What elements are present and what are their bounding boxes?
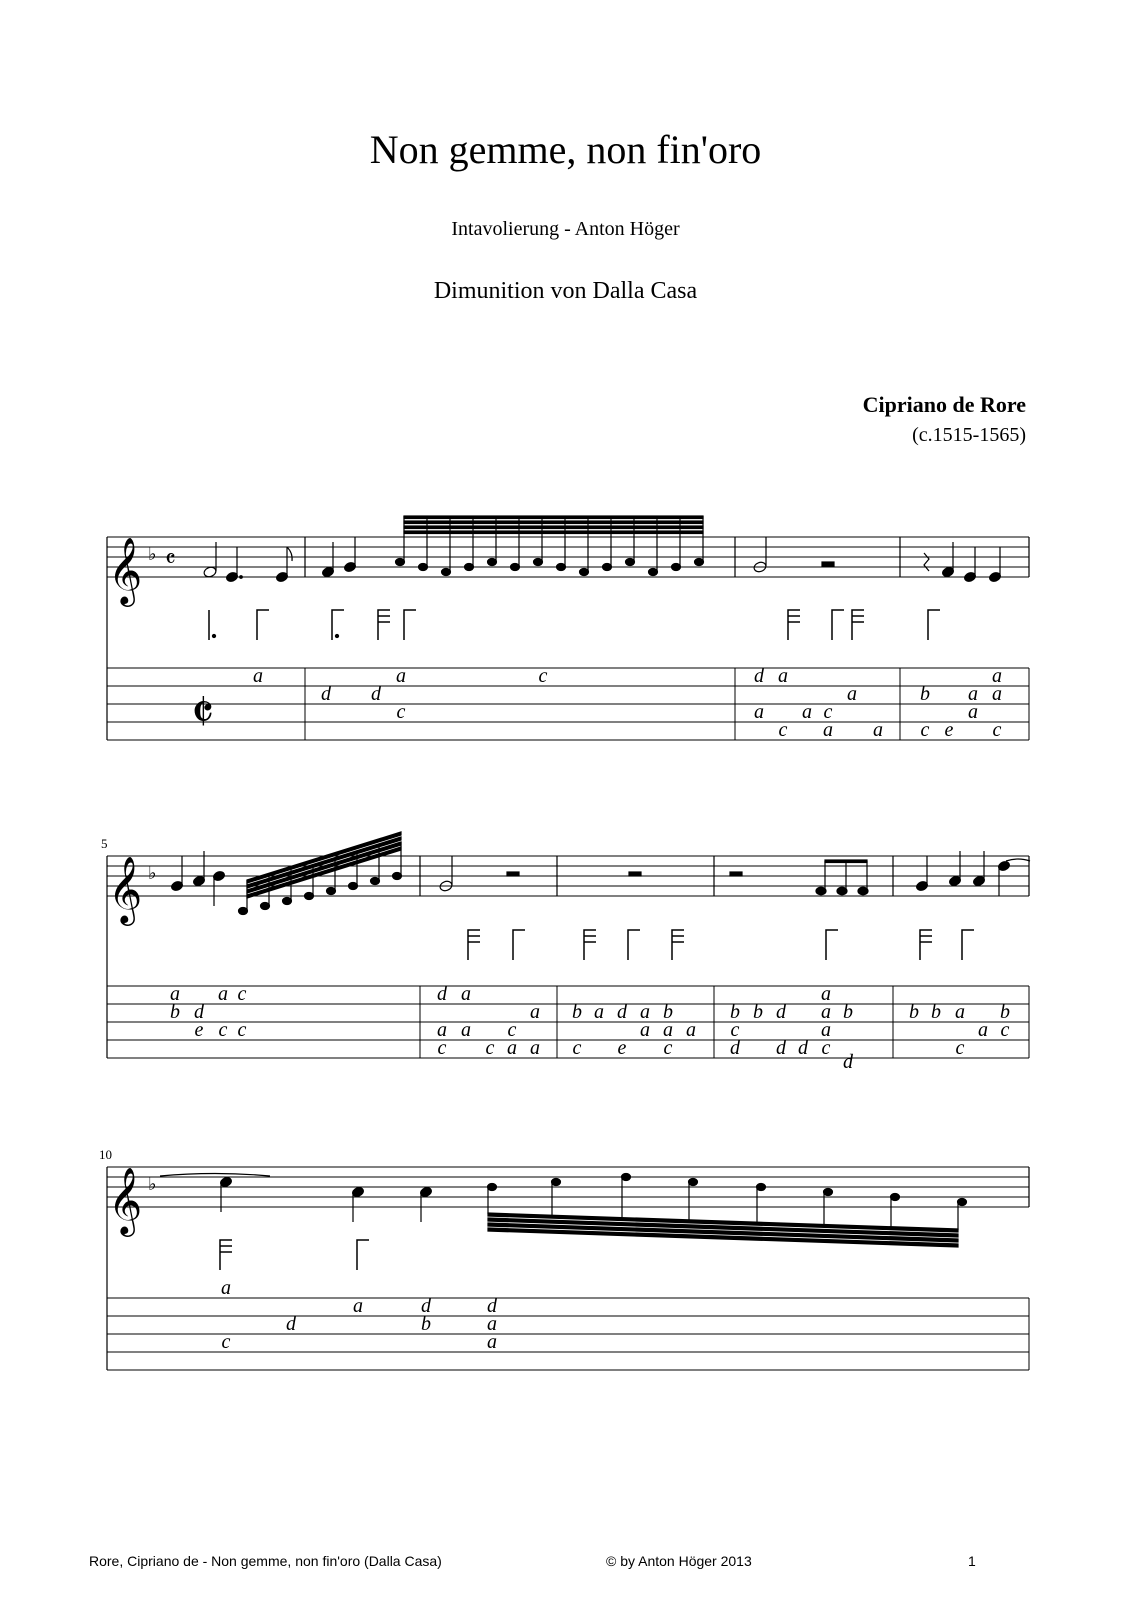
- svg-text:c: c: [221, 1331, 231, 1353]
- svg-text:e: e: [194, 1019, 204, 1041]
- svg-text:c: c: [663, 1037, 673, 1059]
- run-measure-5: [239, 832, 402, 915]
- svg-text:d: d: [843, 1051, 853, 1073]
- tab-time-signature: 𝄵: [191, 685, 215, 742]
- svg-text:a: a: [955, 1001, 965, 1023]
- flat-sign-icon: ♭: [148, 863, 157, 883]
- measure-number: 10: [99, 1147, 112, 1162]
- svg-text:a: a: [507, 1037, 517, 1059]
- tab-letters: [253, 665, 1002, 741]
- svg-text:e: e: [944, 719, 954, 741]
- staff-lines: [107, 537, 1029, 577]
- tab-letters: [221, 1277, 498, 1353]
- svg-text:a: a: [968, 701, 978, 723]
- tab-lines: [107, 668, 1029, 740]
- svg-text:c: c: [485, 1037, 495, 1059]
- svg-text:a: a: [396, 665, 406, 687]
- svg-text:a: a: [992, 683, 1002, 705]
- notes-measure-6: [439, 856, 742, 892]
- svg-text:b: b: [572, 1001, 582, 1023]
- svg-text:a: a: [437, 1019, 447, 1041]
- svg-text:a: a: [686, 1019, 696, 1041]
- page-title: Non gemme, non fin'oro: [369, 127, 762, 172]
- svg-text:b: b: [170, 1001, 180, 1023]
- svg-text:a: a: [487, 1313, 497, 1335]
- svg-text:b: b: [843, 1001, 853, 1023]
- svg-text:a: a: [754, 701, 764, 723]
- svg-text:a: a: [821, 1001, 831, 1023]
- svg-text:d: d: [321, 683, 331, 705]
- svg-text:d: d: [776, 1001, 786, 1023]
- diminution-credit: Dimunition von Dalla Casa: [433, 278, 698, 304]
- page-number: 1: [968, 1553, 976, 1569]
- svg-text:b: b: [931, 1001, 941, 1023]
- treble-clef-icon: 𝄞: [108, 1168, 143, 1233]
- flat-sign-icon: ♭: [148, 544, 157, 564]
- svg-text:a: a: [530, 1037, 540, 1059]
- flat-sign-icon: ♭: [148, 1174, 157, 1194]
- system-1: [107, 516, 1029, 742]
- svg-text:a: a: [802, 701, 812, 723]
- svg-text:c: c: [218, 1019, 228, 1041]
- svg-text:b: b: [909, 1001, 919, 1023]
- measure-number: 5: [101, 836, 108, 851]
- svg-text:c: c: [237, 983, 247, 1005]
- run-measure-10: [488, 1174, 967, 1248]
- intabulation-credit: Intavolierung - Anton Höger: [451, 218, 680, 240]
- footer-left: Rore, Cipriano de - Non gemme, non fin'oro (Dalla Casa): [89, 1553, 442, 1569]
- svg-text:a: a: [978, 1019, 988, 1041]
- svg-text:e: e: [617, 1037, 627, 1059]
- svg-text:a: a: [170, 983, 180, 1005]
- svg-text:b: b: [753, 1001, 763, 1023]
- notes-measure-10: [160, 1174, 433, 1223]
- svg-text:c: c: [992, 719, 1002, 741]
- svg-text:d: d: [776, 1037, 786, 1059]
- system-3: [99, 1147, 1029, 1370]
- svg-text:c: c: [538, 665, 548, 687]
- svg-text:b: b: [663, 1001, 673, 1023]
- time-signature: 𝄴: [165, 547, 176, 573]
- svg-text:a: a: [640, 1019, 650, 1041]
- svg-text:a: a: [821, 1019, 831, 1041]
- svg-text:b: b: [920, 683, 930, 705]
- treble-clef-icon: 𝄞: [108, 857, 143, 922]
- svg-text:a: a: [823, 719, 833, 741]
- svg-text:c: c: [730, 1019, 740, 1041]
- svg-text:d: d: [421, 1295, 431, 1317]
- svg-text:d: d: [286, 1313, 296, 1335]
- composer-dates: (c.1515-1565): [912, 424, 1026, 446]
- svg-text:c: c: [823, 701, 833, 723]
- svg-text:d: d: [194, 1001, 204, 1023]
- svg-text:c: c: [396, 701, 406, 723]
- svg-text:a: a: [253, 665, 263, 687]
- svg-text:d: d: [617, 1001, 627, 1023]
- svg-text:a: a: [221, 1277, 231, 1299]
- svg-text:a: a: [992, 665, 1002, 687]
- svg-text:a: a: [663, 1019, 673, 1041]
- svg-text:d: d: [754, 665, 764, 687]
- rhythm-flags: [209, 610, 940, 640]
- composer-name: Cipriano de Rore: [862, 392, 1026, 417]
- rhythm-flags: [220, 1240, 369, 1270]
- svg-text:c: c: [237, 1019, 247, 1041]
- staff-lines: [107, 856, 1029, 896]
- tab-lines: [107, 1298, 1029, 1370]
- rhythm-flags: [468, 930, 974, 960]
- svg-text:c: c: [920, 719, 930, 741]
- svg-text:c: c: [572, 1037, 582, 1059]
- tab-letters: [170, 983, 1010, 1073]
- notes-measure-8: [816, 860, 868, 895]
- svg-text:c: c: [955, 1037, 965, 1059]
- treble-clef-icon: 𝄞: [108, 538, 143, 603]
- svg-text:a: a: [968, 683, 978, 705]
- svg-text:d: d: [371, 683, 381, 705]
- svg-text:a: a: [640, 1001, 650, 1023]
- footer-copyright: © by Anton Höger 2013: [606, 1553, 752, 1569]
- svg-text:d: d: [798, 1037, 808, 1059]
- svg-text:a: a: [530, 1001, 540, 1023]
- svg-text:a: a: [821, 983, 831, 1005]
- svg-text:d: d: [487, 1295, 497, 1317]
- svg-text:a: a: [461, 983, 471, 1005]
- notes-measure-9: [915, 851, 1030, 896]
- svg-text:d: d: [437, 983, 447, 1005]
- svg-text:a: a: [594, 1001, 604, 1023]
- notes-measure-5: [170, 851, 225, 906]
- svg-text:a: a: [873, 719, 883, 741]
- svg-text:c: c: [437, 1037, 447, 1059]
- notes-measure-3: [753, 537, 834, 573]
- svg-text:a: a: [847, 683, 857, 705]
- svg-text:a: a: [487, 1331, 497, 1353]
- svg-text:b: b: [421, 1313, 431, 1335]
- svg-text:a: a: [778, 665, 788, 687]
- svg-text:a: a: [218, 983, 228, 1005]
- svg-text:c: c: [1000, 1019, 1010, 1041]
- svg-text:a: a: [353, 1295, 363, 1317]
- svg-text:b: b: [1000, 1001, 1010, 1023]
- system-2: [101, 832, 1030, 1073]
- svg-text:b: b: [730, 1001, 740, 1023]
- svg-text:c: c: [821, 1037, 831, 1059]
- svg-text:d: d: [730, 1037, 740, 1059]
- svg-text:a: a: [461, 1019, 471, 1041]
- svg-text:c: c: [507, 1019, 517, 1041]
- svg-text:c: c: [778, 719, 788, 741]
